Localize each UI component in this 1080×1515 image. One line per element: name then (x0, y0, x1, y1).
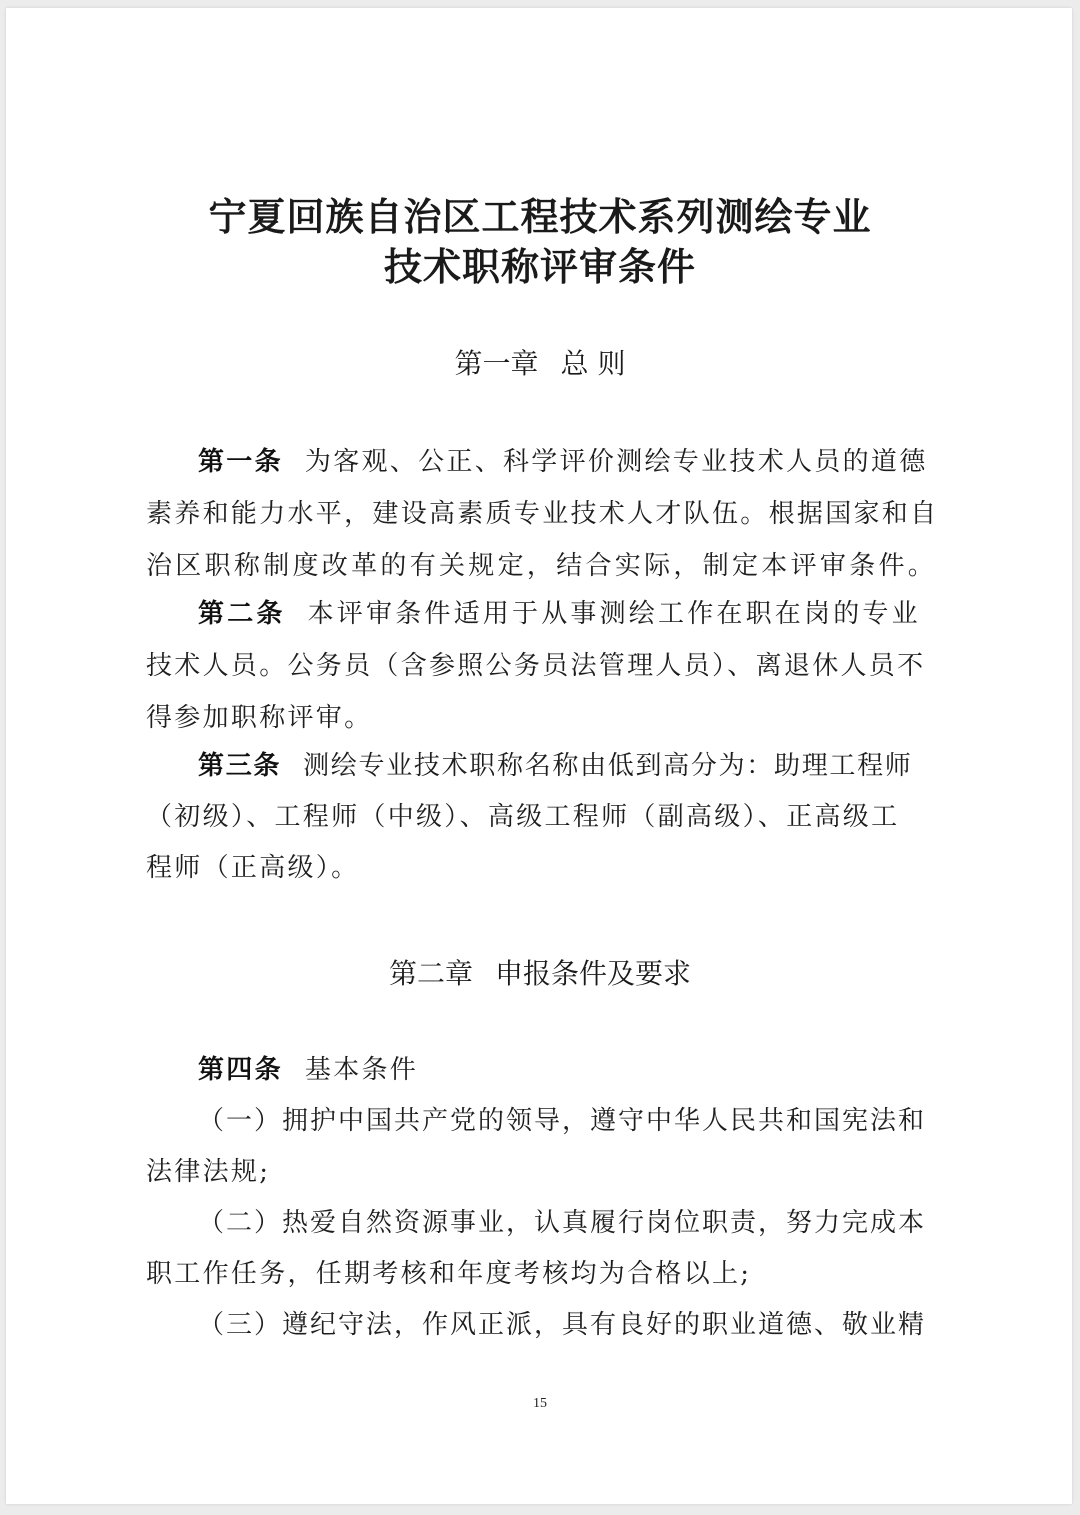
article-4-item-1-line-1: （一）拥护中国共产党的领导，遵守中华人民共和国宪法和 (198, 1106, 927, 1136)
article-4-heading-text: 基本条件 (304, 1055, 419, 1085)
article-4-heading (198, 1053, 418, 1087)
chapter-2-name: 申报条件及要求 (495, 957, 692, 990)
chapter-1-name: 总 则 (560, 347, 626, 380)
article-2-line-2: 技术人员。公务员（含参照公务员法管理人员）、离退休人员不 (146, 651, 926, 681)
page-number: 15 (533, 1396, 547, 1411)
article-2-label: 第二条 (198, 599, 286, 629)
article-4-item-1-line-2: 法律法规; (146, 1157, 271, 1187)
article-3-line-1 (198, 749, 913, 783)
article-1-text-1: 为客观、公正、科学评价测绘专业技术人员的道德 (304, 447, 928, 477)
chapter-1-label: 第一章 (454, 347, 539, 380)
article-2-line-1 (198, 597, 921, 631)
article-2-text-1: 本评审条件适用于从事测绘工作在职在岗的专业 (307, 599, 921, 629)
chapter-2-heading (0, 952, 1080, 992)
article-4-item-2-line-2: 职工作任务，任期考核和年度考核均为合格以上; (146, 1259, 752, 1289)
article-3-line-3: 程师（正高级）。 (146, 853, 360, 883)
article-2-line-3: 得参加职称评审。 (146, 703, 373, 733)
article-1-line-1 (198, 445, 928, 479)
document-title-line-1: 宁夏回族自治区工程技术系列测绘专业 (208, 194, 872, 239)
article-1-line-3: 治区职称制度改革的有关规定，结合实际，制定本评审条件。 (146, 551, 938, 581)
article-1-label: 第一条 (198, 447, 283, 477)
chapter-2-label: 第二章 (388, 957, 473, 990)
article-4-item-2-line-1: （二）热爱自然资源事业，认真履行岗位职责，努力完成本 (198, 1208, 927, 1238)
article-3-text-1: 测绘专业技术职称名称由低到高分为：助理工程师 (303, 751, 913, 781)
article-3-line-2: （初级）、工程师（中级）、高级工程师（副高级）、正高级工 (146, 802, 900, 832)
chapter-1-heading (0, 342, 1080, 382)
document-title-line-2: 技术职称评审条件 (383, 244, 696, 289)
article-4-label: 第四条 (198, 1055, 283, 1085)
article-1-line-2: 素养和能力水平，建设高素质专业技术人才队伍。根据国家和自 (146, 499, 939, 529)
article-4-item-3-line-1: （三）遵纪守法，作风正派，具有良好的职业道德、敬业精 (198, 1310, 927, 1340)
article-3-label: 第三条 (198, 751, 282, 781)
